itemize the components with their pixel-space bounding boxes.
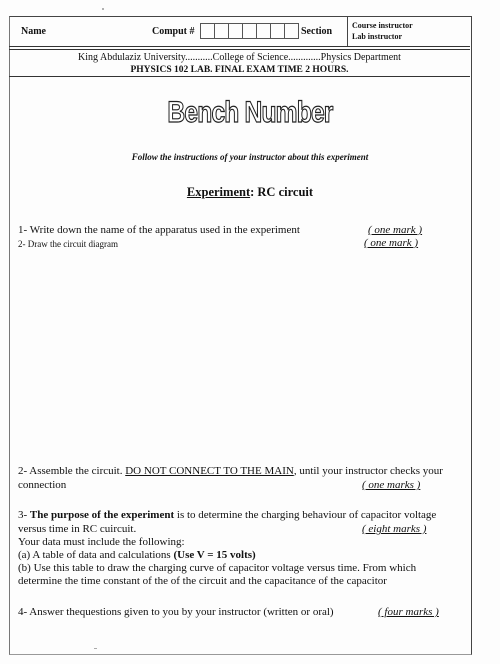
digit-box[interactable] [215,23,229,39]
bench-number-title: Bench Number [167,96,333,129]
question-2: 2- Draw the circuit diagram [18,239,118,249]
digit-box[interactable] [285,23,299,39]
digit-box[interactable] [200,23,215,39]
question-3-mark: ( one marks ) [362,479,421,491]
scan-speck [94,648,97,649]
question-1-mark: ( one mark ) [368,224,423,236]
q4-rest: is to determine the charging behaviour of capacitor voltage [174,509,437,521]
section-label: Section [301,26,333,37]
item-a-bold: (Use V = 15 volts) [173,549,256,561]
course-instructor-label: Course instructor [352,21,413,30]
q4-bold: The purpose of the experiment [29,509,175,521]
experiment-label: Experiment [186,185,251,199]
experiment-heading [0,185,500,200]
question-1: 1- Write down the name of the apparatus used in the experiment [18,224,300,236]
name-label: Name [21,26,46,37]
scan-speck [102,8,104,10]
header-divider [347,16,348,46]
question-4-item-a [18,549,256,562]
digit-box[interactable] [271,23,285,39]
question-4-mark: ( eight marks ) [362,523,427,535]
question-5: 4- Answer thequestions given to you by your instructor (written or oral) [18,606,334,618]
comput-number-boxes[interactable] [200,23,299,39]
digit-box[interactable] [243,23,257,39]
digit-box[interactable] [257,23,271,39]
question-4-line2: versus time in RC cuircuit. [18,523,137,535]
university-line: King Abdulaziz University...........College of Science.............Physics Department [78,52,401,63]
question-3-line2: connection [18,479,67,491]
experiment-colon: : [250,185,255,199]
experiment-title: RC circuit [254,185,314,199]
digit-box[interactable] [229,23,243,39]
q3-prefix: 2- Assemble the circuit. [18,465,126,477]
instructor-labels [352,20,413,42]
question-3 [18,465,468,478]
question-2-mark: ( one mark ) [364,237,419,249]
item-a-text: (a) A table of data and calculations [18,549,174,561]
lab-instructor-label: Lab instructor [352,32,402,41]
q3-warning: DO NOT CONNECT TO THE MAIN [125,465,294,477]
question-4-line3: Your data must include the following: [18,536,185,548]
exam-header [9,16,470,47]
exam-line: PHYSICS 102 LAB. FINAL EXAM TIME 2 HOURS. [130,65,349,75]
question-5-mark: ( four marks ) [378,606,439,618]
q3-suffix: , until your instructor checks your [293,465,443,477]
question-4-item-b-line2: determine the time constant of the of the circuit and the capacitance of the capacitor [18,575,387,587]
follow-instruction: Follow the instructions of your instructor about this experiment [131,152,369,162]
university-banner [9,49,470,77]
question-4 [18,509,473,522]
question-4-item-b: (b) Use this table to draw the charging curve of capacitor voltage versus time. From which [18,562,417,574]
comput-label: Comput # [152,26,195,37]
q4-prefix: 3- [18,509,30,521]
